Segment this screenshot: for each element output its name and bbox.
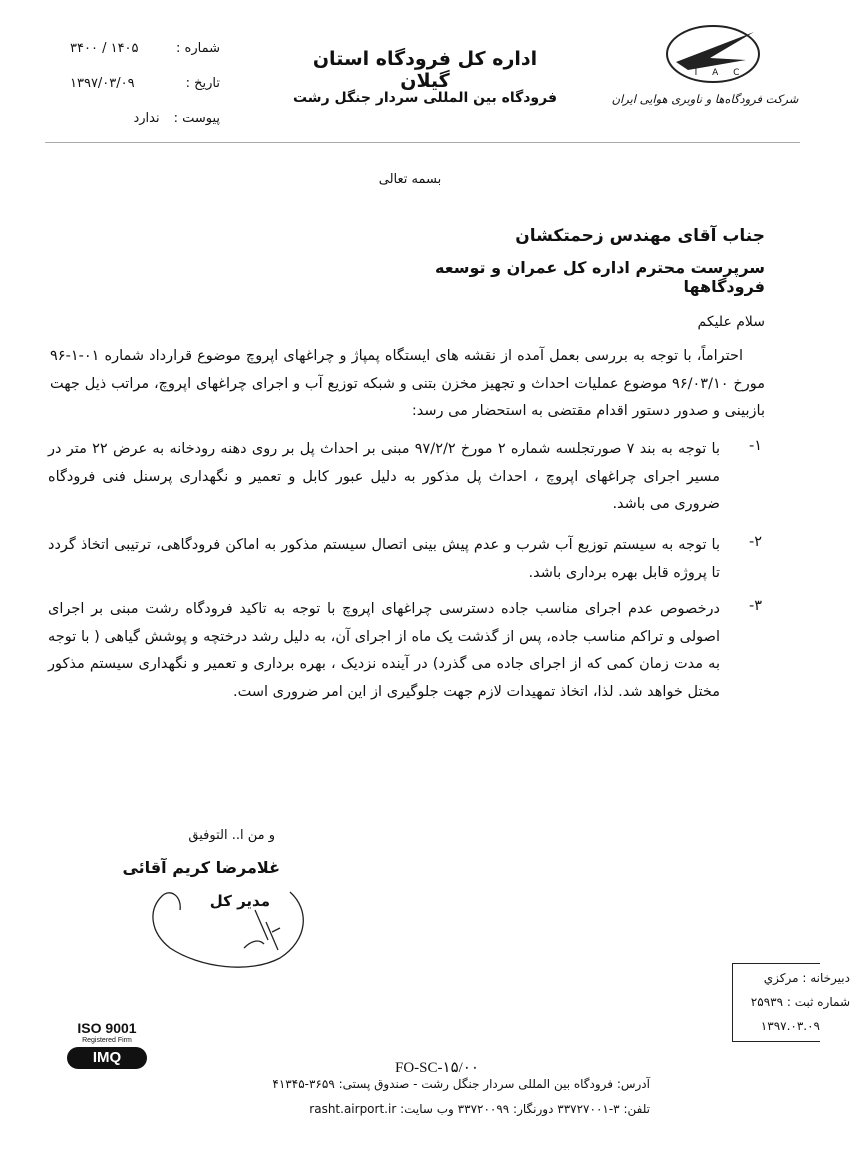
org-subtitle: فرودگاه بین المللی سردار جنگل رشت [292,90,557,106]
letter-attachment-value: ندارد [133,111,160,126]
letter-date-value: ۱۳۹۷/۰۳/۰۹ [70,76,135,91]
imq-logo [67,1047,147,1069]
invocation: بسمه تعالی [378,172,442,187]
letter-number-value: ۱۴۰۵ / ۳۴۰۰ [70,41,139,56]
item-text-2: با توجه به سیستم توزیع آب شرب و عدم پیش بینی اتصال سیستم مذکور به اماکن فرودگاهی، ترتیبی اتخاذ گردد تا پروژه قابل بهره برداری باشد. [48,537,720,581]
letter-number-label: شماره : [176,41,220,56]
recipient-name: جناب آقای مهندس زحمتکشان [515,226,765,246]
footer-address: آدرس: فرودگاه بین المللی سردار جنگل رشت - صندوق پستی: ۳۶۵۹-۴۱۳۴۵ [272,1077,650,1091]
letter-date-row [70,73,220,95]
letter-attachment-row [70,108,220,130]
company-name: شرکت فرودگاه‌ها و ناوبری هوایی ایران [611,92,799,106]
closing-phrase: و من ا.. التوفیق [188,828,275,843]
signer-name: غلامرضا کریم آقائی [122,858,280,877]
registry-date: ۱۳۹۷.۰۳.۰۹ [760,1019,820,1033]
registry-stamp [732,963,850,1042]
item-text-3: درخصوص عدم اجرای مناسب جاده دسترسی چراغهای اپروچ با توجه به تاکید فرودگاه رشت مبنی بر اجرای اصولی و تراکم مناسب جاده، پس از گذشت یک ماه از اجرای آن، به دلیل رشد درختچه و پوشش گیاهی ( با توجه به مدت زمان کمی که از اجرای جاده می گذرد) در آینده نزدیک ، بهره برداری و تعمیر و نگهداری سیستم مذکور مختل خواهد شد. لذا، اتخاذ تمهیدات لازم جهت جلوگیری از این امر ضروری است. [48,601,720,700]
item-text-1: با توجه به بند ۷ صورتجلسه شماره ۲ مورخ ۹۷/۲/۲ مبنی بر احداث پل بر روی دهنه رودخانه به عرض ۲۲ متر در مسیر اجرای چراغهای اپروچ ، احداث پل مذکور به دلیل عبور کابل و تعمیر و نگهداری پرسنل فنی فرودگاه ضروری می باشد. [48,441,721,512]
item-number-2: -۲ [748,534,762,550]
org-title: اداره کل فرودگاه استان گیلان [312,48,538,92]
letter-attachment-label: پیوست : [173,111,220,126]
item-number-3: -۳ [748,598,762,614]
signer-title: مدیر کل [209,892,270,910]
signature-icon [140,870,320,980]
form-code: FO-SC-۱۵/۰۰ [395,1060,479,1076]
item-number-1: -۱ [748,438,762,454]
intro-paragraph: احتراماً، با توجه به بررسی بعمل آمده از نقشه های ایستگاه پمپاژ و چراغهای اپروچ موضوع قرارداد شماره ۰۱-۱-۹۶ مورخ ۹۶/۰۳/۱۰ موضوع عملیات احداث و تجهیز مخزن بتنی و شبکه توزیع آب و اجرای چراغهای اپروچ، مراتب ذیل جهت بازبینی و صدور دستور اقدام مقتضی به استحضار می رسد: [50,348,766,419]
imq-logo-text: IMQ [92,1049,122,1066]
header-meta [70,38,220,130]
registry-number: شماره ثبت : ۲۵۹۳۹ [750,995,850,1009]
handwritten-signature [140,870,320,980]
header-divider [45,142,800,143]
letter-number-row [70,38,220,60]
iso-label: ISO 9001 [77,1020,137,1036]
iso-badge [62,1020,152,1072]
letter-date-label: تاریخ : [185,76,220,91]
logo-letters: I A C [694,68,746,78]
recipient-position: سرپرست محترم اداره کل عمران و توسعه فرودگاهها [434,258,765,296]
iso-registered: Registered Firm [82,1037,132,1044]
registry-office: دبیرخانه : مرکزي [763,971,850,985]
footer-contact: تلفن: ۳-۳۳۷۲۷۰۰۱ دورنگار: ۳۳۷۲۰۰۹۹ وب سایت: rasht.airport.ir [309,1102,650,1116]
greeting: سلام علیکم [697,314,765,330]
